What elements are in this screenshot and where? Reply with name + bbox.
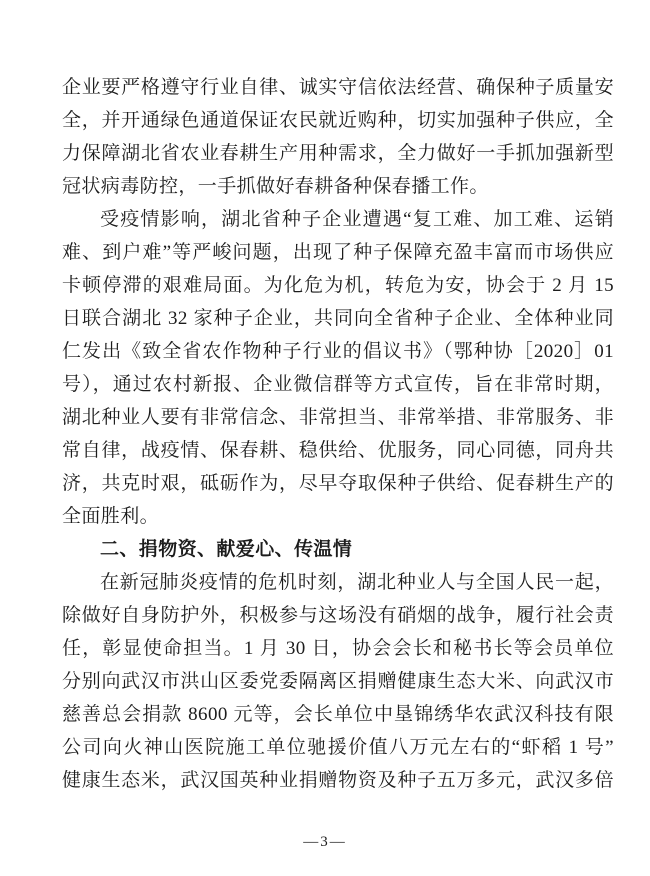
paragraph1-line: 力保障湖北省农业春耕生产用种需求，全力做好一手抓加强新型 [62,143,614,164]
paragraph2-line: 仁发出《致全省农作物种子行业的倡议书》（鄂种协［2020］01 [62,341,614,362]
page-number: —3— [303,834,347,850]
paragraph2-line: 全面胜利。 [62,506,160,527]
paragraph2-line: 日联合湖北 32 家种子企业，共同向全省种子企业、全体种业同 [62,308,614,329]
paragraph3-line: 公司向火神山医院施工单位驰援价值八万元左右的“虾稻 1 号” [62,737,614,758]
document-body [62,71,614,797]
paragraph2-line: 难、到户难”等严峻问题，出现了种子保障充盈丰富而市场供应 [62,242,614,263]
paragraph3-line: 在新冠肺炎疫情的危机时刻，湖北种业人与全国人民一起， [100,572,614,593]
section-heading: 二、捐物资、献爱心、传温情 [100,539,353,560]
paragraph3-line: 慈善总会捐款 8600 元等，会长单位中垦锦绣华农武汉科技有限 [62,704,614,725]
paragraph2-line: 卡顿停滞的艰难局面。为化危为机，转危为安，协会于 2 月 15 [62,275,614,296]
paragraph2-line: 湖北种业人要有非常信念、非常担当、非常举措、非常服务、非 [62,407,614,428]
paragraph1-line: 企业要严格遵守行业自律、诚实守信依法经营、确保种子质量安 [62,77,614,98]
paragraph3-line: 除做好自身防护外，积极参与这场没有硝烟的战争，履行社会责 [62,605,614,626]
paragraph3-line: 健康生态米，武汉国英种业捐赠物资及种子五万多元，武汉多倍 [62,770,614,791]
paragraph2-line: 济，共克时艰，砥砺作为，尽早夺取保种子供给、促春耕生产的 [62,473,614,494]
paragraph2-line: 号），通过农村新报、企业微信群等方式宣传，旨在非常时期， [62,374,614,395]
paragraph2-line: 常自律，战疫情、保春耕、稳供给、优服务，同心同德，同舟共 [62,440,614,461]
paragraph3-line: 任，彰显使命担当。1 月 30 日，协会会长和秘书长等会员单位 [62,638,614,659]
paragraph2-line: 受疫情影响，湖北省种子企业遭遇“复工难、加工难、运销 [100,209,614,230]
paragraph3-line: 分别向武汉市洪山区委党委隔离区捐赠健康生态大米、向武汉市 [62,671,614,692]
paragraph1-line: 全，并开通绿色通道保证农民就近购种，切实加强种子供应，全 [62,110,614,131]
paragraph1-line: 冠状病毒防控，一手抓做好春耕备种保春播工作。 [62,176,489,197]
